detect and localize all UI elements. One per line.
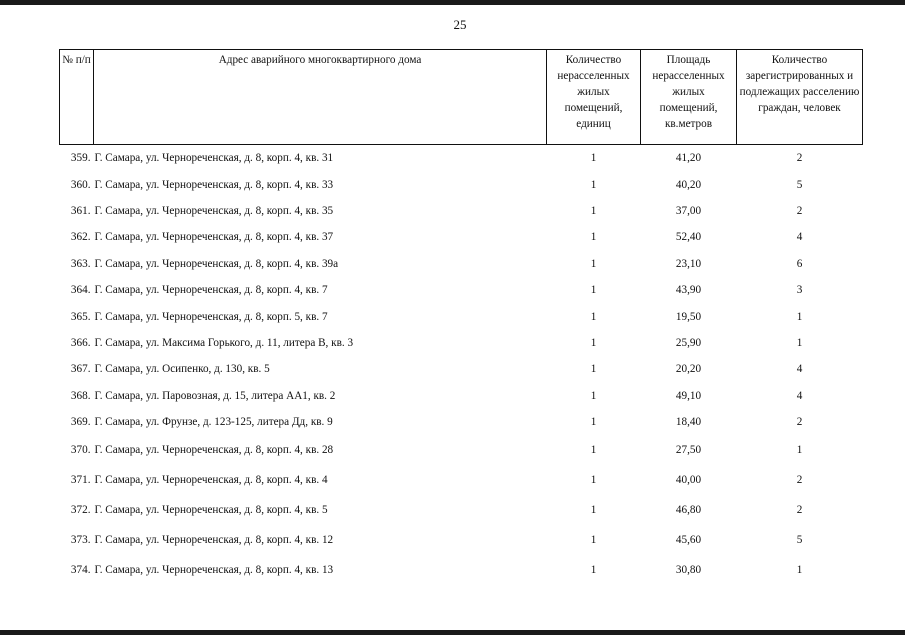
row-area: 45,60	[675, 534, 702, 547]
table-row	[60, 495, 863, 525]
row-number: 367.	[70, 363, 91, 376]
row-people: 6	[796, 257, 803, 270]
table-row	[60, 465, 863, 495]
row-units: 1	[590, 152, 597, 165]
row-units: 1	[590, 231, 597, 244]
row-units: 1	[590, 389, 597, 402]
table-row	[60, 435, 863, 465]
emergency-housing-table	[59, 49, 863, 585]
row-people: 1	[796, 444, 803, 457]
row-area: 23,10	[675, 257, 702, 270]
row-people: 2	[796, 204, 803, 217]
row-people: 2	[796, 474, 803, 487]
header-units: Количество нерасселенных жилых помещений, единиц	[547, 50, 641, 145]
table-row	[60, 330, 863, 356]
table-row	[60, 409, 863, 435]
row-units: 1	[590, 474, 597, 487]
row-area: 46,80	[675, 504, 702, 517]
row-people: 4	[796, 363, 803, 376]
row-area: 43,90	[675, 284, 702, 297]
table-row	[60, 555, 863, 585]
row-number: 359.	[70, 152, 91, 165]
header-area: Площадь нерасселенных жилых помещений, кв.метров	[641, 50, 737, 145]
row-area: 18,40	[675, 416, 702, 429]
table-row	[60, 303, 863, 329]
row-address: Г. Самара, ул. Паровозная, д. 15, литера АА1, кв. 2	[94, 389, 336, 402]
table-row	[60, 171, 863, 197]
row-number: 363.	[70, 257, 91, 270]
row-address: Г. Самара, ул. Чернореченская, д. 8, корп. 4, кв. 7	[94, 284, 328, 297]
row-number: 373.	[70, 534, 91, 547]
row-area: 25,90	[675, 336, 702, 349]
row-number: 361.	[70, 204, 91, 217]
row-address: Г. Самара, ул. Чернореченская, д. 8, корп. 4, кв. 37	[94, 231, 334, 244]
row-number: 371.	[70, 474, 91, 487]
row-number: 370.	[70, 444, 91, 457]
row-units: 1	[590, 336, 597, 349]
table-header-row	[60, 50, 863, 145]
table-row	[60, 145, 863, 172]
row-units: 1	[590, 504, 597, 517]
row-people: 4	[796, 389, 803, 402]
row-address: Г. Самара, ул. Чернореченская, д. 8, корп. 4, кв. 35	[94, 204, 334, 217]
scan-border-bottom	[0, 630, 905, 635]
row-address: Г. Самара, ул. Чернореченская, д. 8, корп. 4, кв. 39а	[94, 257, 339, 270]
row-area: 27,50	[675, 444, 702, 457]
table-row	[60, 383, 863, 409]
row-address: Г. Самара, ул. Максима Горького, д. 11, литера В, кв. 3	[94, 336, 354, 349]
row-units: 1	[590, 204, 597, 217]
table-body	[60, 145, 863, 586]
row-address: Г. Самара, ул. Чернореченская, д. 8, корп. 5, кв. 7	[94, 310, 328, 323]
row-address: Г. Самара, ул. Чернореченская, д. 8, корп. 4, кв. 28	[94, 444, 334, 457]
row-address: Г. Самара, ул. Чернореченская, д. 8, корп. 4, кв. 13	[94, 564, 334, 577]
row-number: 374.	[70, 564, 91, 577]
row-area: 52,40	[675, 231, 702, 244]
row-address: Г. Самара, ул. Чернореченская, д. 8, корп. 4, кв. 33	[94, 178, 334, 191]
header-address: Адрес аварийного многоквартирного дома	[94, 50, 547, 145]
row-units: 1	[590, 534, 597, 547]
row-number: 368.	[70, 389, 91, 402]
row-address: Г. Самара, ул. Чернореченская, д. 8, корп. 4, кв. 31	[94, 152, 334, 165]
row-area: 19,50	[675, 310, 702, 323]
row-people: 2	[796, 504, 803, 517]
row-units: 1	[590, 444, 597, 457]
row-people: 2	[796, 152, 803, 165]
page-number: 25	[453, 17, 467, 32]
row-number: 372.	[70, 504, 91, 517]
row-area: 49,10	[675, 389, 702, 402]
row-number: 366.	[70, 336, 91, 349]
row-people: 2	[796, 416, 803, 429]
row-number: 364.	[70, 284, 91, 297]
row-area: 41,20	[675, 152, 702, 165]
row-units: 1	[590, 363, 597, 376]
row-units: 1	[590, 178, 597, 191]
row-area: 40,20	[675, 178, 702, 191]
row-area: 37,00	[675, 204, 702, 217]
row-people: 4	[796, 231, 803, 244]
row-address: Г. Самара, ул. Фрунзе, д. 123-125, литера Дд, кв. 9	[94, 416, 333, 429]
row-address: Г. Самара, ул. Чернореченская, д. 8, корп. 4, кв. 4	[94, 474, 328, 487]
row-people: 5	[796, 534, 803, 547]
row-address: Г. Самара, ул. Чернореченская, д. 8, корп. 4, кв. 12	[94, 534, 334, 547]
table-row	[60, 251, 863, 277]
table-row	[60, 525, 863, 555]
row-address: Г. Самара, ул. Чернореченская, д. 8, корп. 4, кв. 5	[94, 504, 328, 517]
row-area: 40,00	[675, 474, 702, 487]
row-area: 30,80	[675, 564, 702, 577]
row-units: 1	[590, 257, 597, 270]
row-units: 1	[590, 564, 597, 577]
row-number: 365.	[70, 310, 91, 323]
table-row	[60, 356, 863, 382]
row-people: 1	[796, 310, 803, 323]
row-number: 360.	[70, 178, 91, 191]
row-people: 1	[796, 564, 803, 577]
row-people: 3	[796, 284, 803, 297]
table-row	[60, 198, 863, 224]
table-row	[60, 277, 863, 303]
row-number: 369.	[70, 416, 91, 429]
row-number: 362.	[70, 231, 91, 244]
header-people: Количество зарегистрированных и подлежащих расселению граждан, человек	[737, 50, 863, 145]
row-people: 1	[796, 336, 803, 349]
row-people: 5	[796, 178, 803, 191]
row-units: 1	[590, 310, 597, 323]
header-number: № п/п	[60, 50, 94, 145]
table-row	[60, 224, 863, 250]
row-address: Г. Самара, ул. Осипенко, д. 130, кв. 5	[94, 363, 270, 376]
row-area: 20,20	[675, 363, 702, 376]
row-units: 1	[590, 416, 597, 429]
row-units: 1	[590, 284, 597, 297]
scan-border-top	[0, 0, 905, 5]
